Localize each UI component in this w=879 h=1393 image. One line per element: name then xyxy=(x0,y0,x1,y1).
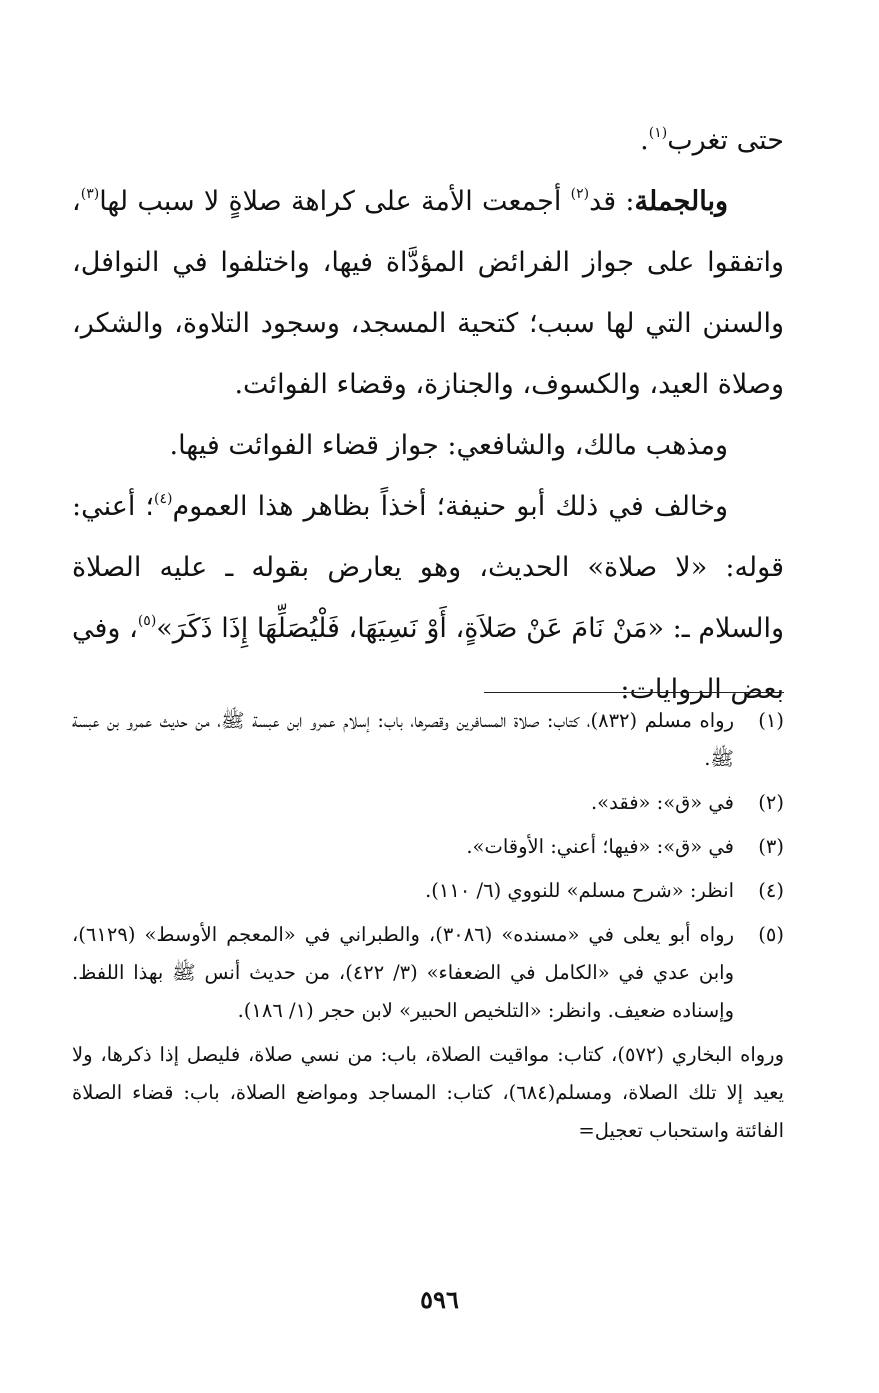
footnote-number: (١) xyxy=(758,709,784,732)
footnote-number: (٢) xyxy=(758,791,784,814)
footnote-ref-4[interactable]: (٤) xyxy=(154,491,173,507)
p4-c: ، وفي بعض الروايات: xyxy=(72,613,784,705)
p1-text: حتى تغرب xyxy=(667,125,784,156)
footnote-number: (٥) xyxy=(758,923,784,946)
p4-a: وخالف في ذلك أبو حنيفة؛ أخذاً بظاهر هذا العموم xyxy=(172,491,728,522)
footnotes xyxy=(72,702,784,1150)
page-number: ٥٩٦ xyxy=(420,1285,459,1314)
footnote-5 xyxy=(72,916,784,1030)
footnote-number: (٣) xyxy=(758,835,784,858)
paragraph-2 xyxy=(72,171,784,415)
footnote-text: في «ق»: «فيها؛ أعني: الأوقات». xyxy=(466,835,734,858)
footnote-ref-1[interactable]: (١) xyxy=(648,125,668,141)
p4-b: ؛ أعني: قوله: «لا صلاة» الحديث، وهو يعارض بقوله ـ عليه الصلاة والسلام ـ: «مَنْ نَامَ عَنْ صَلاَةٍ، أَوْ نَسِيَهَا، فَلْيُصَلِّهَا إِذَا ذَكَرَ» xyxy=(72,491,784,644)
footnote-number: (٤) xyxy=(758,879,784,902)
footnote-continuation: ورواه البخاري (٥٧٢)، كتاب: مواقيت الصلاة، باب: من نسي صلاة، فليصل إذا ذكرها، ولا يعيد إلا تلك الصلاة، ومسلم(٦٨٤)، كتاب: المساجد ومواضع الصلاة، باب: قضاء الصلاة الفائتة واستحباب تعجيل= xyxy=(72,1043,784,1142)
p2-lead-bold: وبالجملة xyxy=(634,186,729,217)
footnote-4 xyxy=(72,872,784,910)
footnote-text: انظر: «شرح مسلم» للنووي (٦/ ١١٠). xyxy=(425,879,734,902)
footnote-separator xyxy=(484,692,784,693)
footnote-ref-3[interactable]: (٣) xyxy=(80,186,100,202)
paragraph-1 xyxy=(72,110,784,171)
footnote-text: رواه أبو يعلى في «مسنده» (٣٠٨٦)، والطبراني في «المعجم الأوسط» (٦١٢٩)، وابن عدي في «الكامل في الضعفاء» (٣/ ٤٢٢)، من حديث أنس ﷺ بهذا اللفظ. وإسناده ضعيف. وانظر: «التلخيص الحبير» لابن حجر (١/ ١٨٦). xyxy=(72,923,734,1022)
footnote-3 xyxy=(72,828,784,866)
footnote-2 xyxy=(72,784,784,822)
paragraph-4 xyxy=(72,476,784,720)
footnote-1 xyxy=(72,702,784,778)
footnote-ref-2[interactable]: (٢) xyxy=(570,186,590,202)
p2-colon: : قد xyxy=(589,186,635,217)
p2-mid: أجمعت الأمة على كراهة صلاةٍ لا سبب لها xyxy=(99,186,571,217)
main-text xyxy=(72,110,784,720)
footnote-text: رواه مسلم (٨٣٢)، كتاب: صلاة المسافرين وقصرها، باب: إسلام عمرو ابن عبسة ﷺ، من حديث عمرو بن عبسة ﷺ. xyxy=(72,709,734,770)
p1-end: . xyxy=(640,125,649,156)
paragraph-3: ومذهب مالك، والشافعي: جواز قضاء الفوائت فيها. xyxy=(169,430,728,461)
footnote-text: في «ق»: «فقد». xyxy=(590,791,734,814)
footnote-ref-5[interactable]: (٥) xyxy=(137,613,157,629)
p2-rest: ، واتفقوا على جواز الفرائض المؤدَّاة فيها، واختلفوا في النوافل، والسنن التي لها سبب؛ كتحية المسجد، وسجود التلاوة، والشكر، وصلاة العيد، والكسوف، والجنازة، وقضاء الفوائت. xyxy=(72,186,784,400)
